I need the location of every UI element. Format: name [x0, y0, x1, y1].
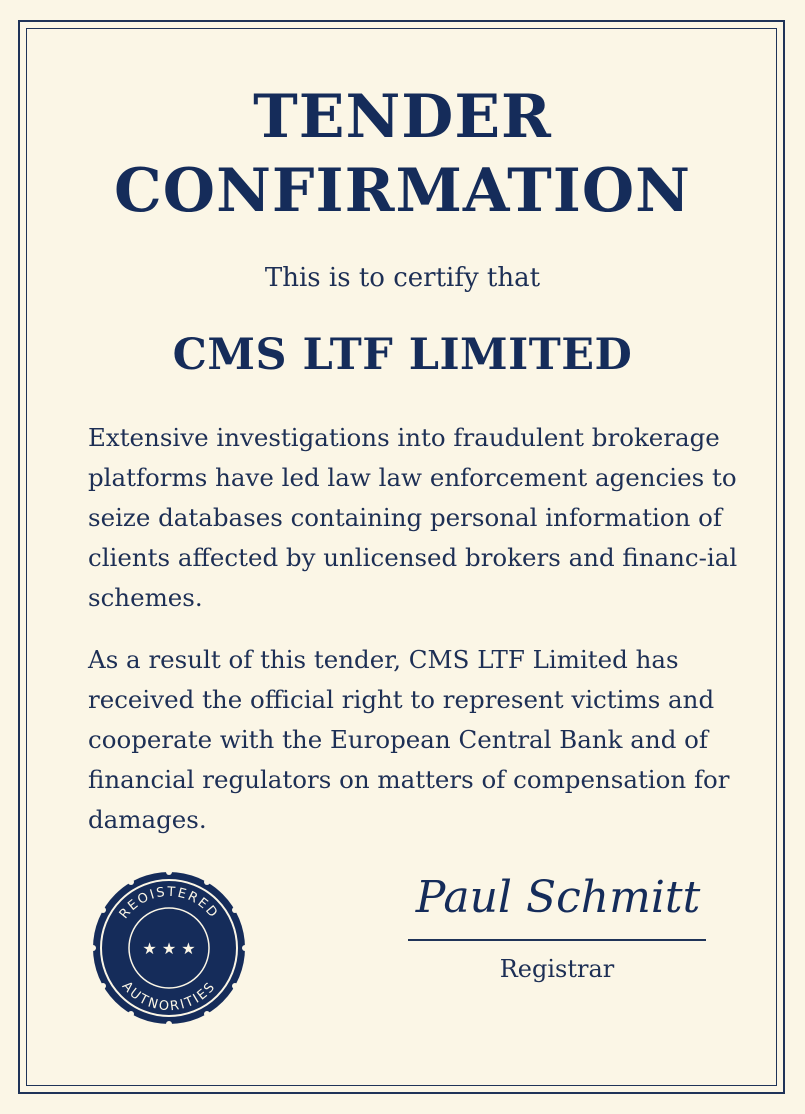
signature: Paul Schmitt — [415, 872, 701, 923]
title-line-2: CONFIRMATION — [114, 156, 691, 226]
registrar-label: Registrar — [499, 955, 615, 983]
body-paragraph-1: Extensive investigations into fraudulent brokerage platforms have led law law enforcement agencies to seize databases containing personal information of clients affected by unlicensed brokers and financ-ial schemes. — [88, 423, 738, 612]
certificate-title — [0, 80, 805, 228]
body-paragraph-2: As a result of this tender, CMS LTF Limited has received the official right to represent victims and cooperate with the European Central Bank and of financial regulators on matters of compensation for damages. — [88, 645, 730, 834]
registered-seal — [84, 868, 254, 1028]
title-line-1: TENDER — [253, 82, 552, 152]
seal-stars: ★ ★ ★ — [142, 939, 196, 958]
signature-line — [408, 939, 706, 941]
seal-bottom-text: AUTNORITIES — [118, 978, 220, 1015]
certify-text: This is to certify that — [264, 263, 541, 293]
seal-top-text: REOISTERED — [116, 884, 222, 922]
company-name: CMS LTF LIMITED — [172, 330, 633, 380]
